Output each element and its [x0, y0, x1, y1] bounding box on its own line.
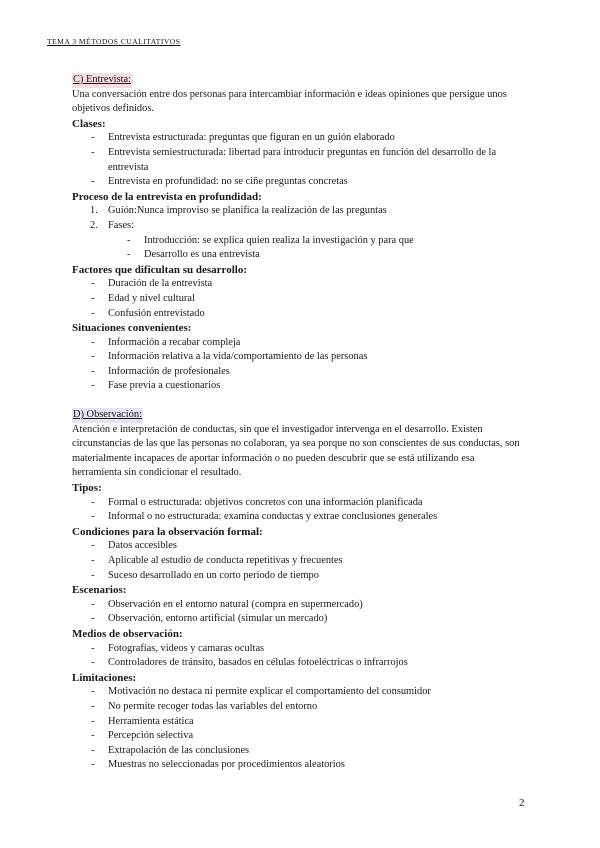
- tipos-list: [72, 496, 522, 525]
- list-item: - Extrapolación de las conclusiones: [72, 744, 522, 759]
- list-item: - Entrevista estructurada: preguntas que figuran en un guión elaborado: [72, 131, 522, 146]
- entrevista-intro: Una conversación entre dos personas para intercambiar información e ideas opiniones que persigue unos objetivos definidos.: [72, 88, 507, 115]
- list-item: - Desarrollo es una entrevista: [72, 248, 522, 263]
- list-item: - Motivación no destaca ni permite explicar el comportamiento del consumidor: [72, 685, 522, 700]
- medios-list: [72, 642, 522, 671]
- list-item: - Fotografías, videos y camaras ocultas: [72, 642, 522, 657]
- list-item: - Datos accesibles: [72, 539, 522, 554]
- list-item: - Observación en el entorno natural (compra en supermercado): [72, 598, 522, 613]
- condiciones-list: [72, 539, 522, 583]
- page-content: [72, 73, 522, 773]
- fases-list: [72, 234, 522, 263]
- list-item: - Duración de la entrevista: [72, 277, 522, 292]
- list-item: - Introducción: se explica quien realiza la investigación y para que: [72, 234, 522, 249]
- factores-list: [72, 277, 522, 321]
- list-number: 1.: [90, 205, 98, 217]
- page-header: TEMA 3 MÉTODOS CUALITATIVOS: [47, 37, 181, 46]
- escenarios-list: [72, 598, 522, 627]
- section-title-entrevista: C) Entrevista:: [72, 73, 132, 88]
- limitaciones-list: [72, 685, 522, 773]
- list-item: - Entrevista semiestructurada: libertad para introducir preguntas en función del desarrollo de la entrevista: [72, 146, 522, 175]
- list-item: - Formal o estructurada: objetivos concretos con una información planificada: [72, 496, 522, 511]
- list-item: - Información a recabar compleja: [72, 336, 522, 351]
- proceso-heading: Proceso de la entrevista en profundidad:: [72, 190, 262, 203]
- clases-heading: Clases:: [72, 117, 106, 130]
- list-item: - Fase previa a cuestionarios: [72, 379, 522, 394]
- list-item: - Edad y nivel cultural: [72, 292, 522, 307]
- list-text: Guión:Nunca improviso se planifica la realización de las preguntas: [108, 205, 387, 217]
- situaciones-heading: Situaciones convenientes:: [72, 322, 192, 335]
- list-item: - Informal o no estructurada: examina conductas y extrae conclusiones generales: [72, 510, 522, 525]
- list-item: - Suceso desarrollado en un corto periodo de tiempo: [72, 569, 522, 584]
- page-number: 2: [519, 797, 525, 809]
- list-item: - Controladores de tránsito, basados en células fotoeléctricas o infrarrojos: [72, 656, 522, 671]
- list-item: - Entrevista en profundidad: no se ciñe preguntas concretas: [72, 175, 522, 190]
- section-spacer: [72, 394, 522, 408]
- medios-heading: Medios de observación:: [72, 627, 183, 640]
- tipos-heading: Tipos:: [72, 482, 102, 495]
- condiciones-heading: Condiciones para la observación formal:: [72, 525, 263, 538]
- list-number: 2.: [90, 219, 98, 231]
- list-text: Fases:: [108, 219, 134, 231]
- list-item: - Herramienta estática: [72, 715, 522, 730]
- list-item: - Muestras no seleccionadas por procedimientos aleatorios: [72, 758, 522, 773]
- list-item: [72, 219, 522, 234]
- list-item: - No permite recoger todas las variables del entorno: [72, 700, 522, 715]
- list-item: - Información relativa a la vida/comportamiento de las personas: [72, 350, 522, 365]
- list-item: - Información de profesionales: [72, 365, 522, 380]
- situaciones-list: [72, 336, 522, 394]
- limitaciones-heading: Limitaciones:: [72, 671, 137, 684]
- factores-heading: Factores que dificultan su desarrollo:: [72, 263, 247, 276]
- clases-list: [72, 131, 522, 189]
- escenarios-heading: Escenarios:: [72, 584, 127, 597]
- list-item: - Observación, entorno artificial (simular un mercado): [72, 612, 522, 627]
- list-item: - Aplicable al estudio de conducta repetitivas y frecuentes: [72, 554, 522, 569]
- proceso-list: [72, 204, 522, 233]
- list-item: - Confusión entrevistado: [72, 307, 522, 322]
- list-item: - Percepción selectiva: [72, 729, 522, 744]
- observacion-intro: Atención e interpretación de conductas, sin que el investigador intervenga en el desarrollo. Existen circunstancias de las que las personas no colaboran, ya sea porque no son conscientes de sus conductas, son materialmente incapaces de aportar información o no pueden descubrir que se está utilizando esa herramienta sin condicionar el resultado.: [72, 423, 520, 479]
- section-title-observacion: D) Observación:: [72, 408, 143, 423]
- list-item: [72, 204, 522, 219]
